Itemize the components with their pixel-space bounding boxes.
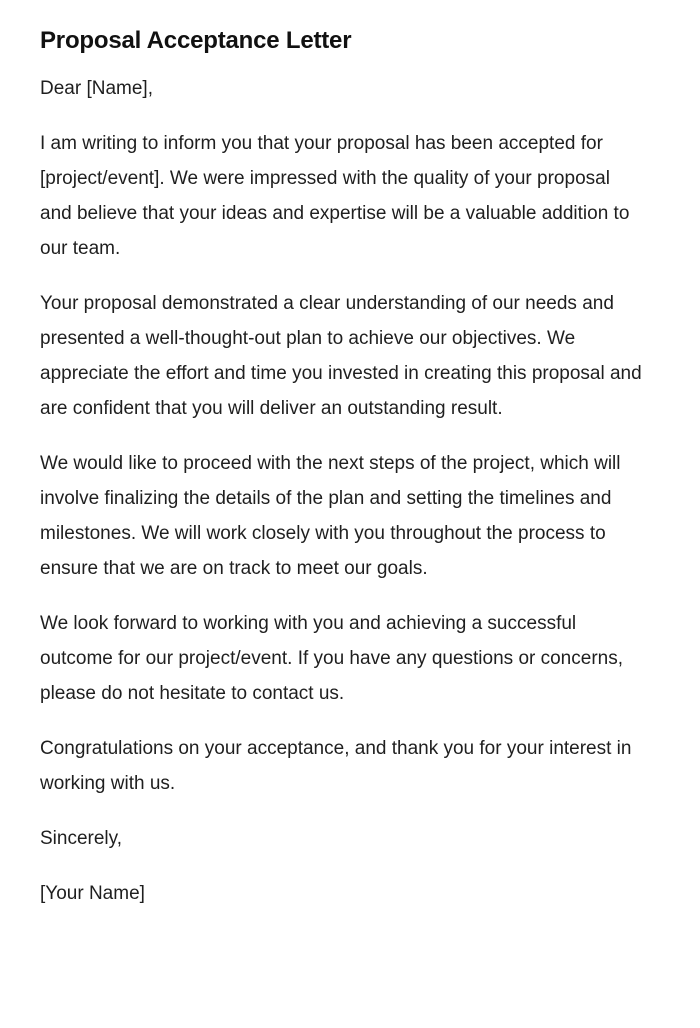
- letter-closing: Sincerely,: [40, 828, 123, 849]
- letter-paragraph-3: We would like to proceed with the next steps of the project, which will involve finalizing the details of the plan and setting the timelines and milestones. We will work closely with you throughout the process to ensure that we are on track to meet our goals.: [40, 453, 621, 579]
- letter-paragraph-1: I am writing to inform you that your proposal has been accepted for [project/event]. We were impressed with the quality of your proposal and believe that your ideas and expertise will be a valuable addition to our team.: [40, 133, 630, 259]
- letter-paragraph-2: Your proposal demonstrated a clear understanding of our needs and presented a well-thought-out plan to achieve our objectives. We appreciate the effort and time you invested in creating this proposal and are confident that you will deliver an outstanding result.: [40, 293, 642, 419]
- letter-paragraph-4: We look forward to working with you and achieving a successful outcome for our project/event. If you have any questions or concerns, please do not hesitate to contact us.: [40, 613, 623, 704]
- letter-salutation: Dear [Name],: [40, 78, 153, 99]
- letter-title: Proposal Acceptance Letter: [40, 27, 352, 54]
- letter-paragraph-5: Congratulations on your acceptance, and thank you for your interest in working with us.: [40, 738, 632, 794]
- letter-signature: [Your Name]: [40, 883, 145, 904]
